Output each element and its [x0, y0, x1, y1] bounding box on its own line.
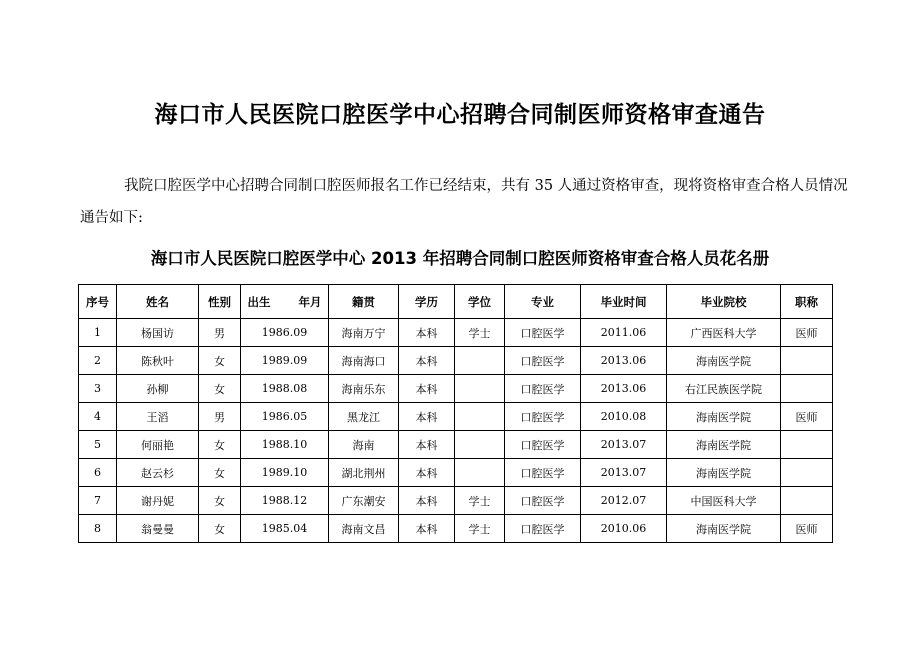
header-major: 专业 [505, 285, 581, 319]
cell-school: 中国医科大学 [667, 487, 781, 515]
cell-origin: 广东潮安 [329, 487, 399, 515]
header-degree: 学位 [455, 285, 505, 319]
cell-major: 口腔医学 [505, 375, 581, 403]
cell-title [781, 431, 833, 459]
cell-major: 口腔医学 [505, 319, 581, 347]
cell-education: 本科 [399, 319, 455, 347]
table-row [79, 319, 833, 347]
cell-name: 杨国访 [117, 319, 199, 347]
cell-degree: 学士 [455, 319, 505, 347]
header-title: 职称 [781, 285, 833, 319]
cell-no: 7 [79, 487, 117, 515]
cell-degree: 学士 [455, 515, 505, 543]
cell-major: 口腔医学 [505, 431, 581, 459]
cell-title: 医师 [781, 319, 833, 347]
cell-gender: 女 [199, 431, 241, 459]
header-education: 学历 [399, 285, 455, 319]
header-gender: 性别 [199, 285, 241, 319]
cell-birth: 1986.05 [241, 403, 329, 431]
intro-text: 我院口腔医学中心招聘合同制口腔医师报名工作已经结束，共有 35 人通过资格审查，现将资格审查合格人员情况通告如下: [80, 178, 848, 226]
cell-origin: 海南文昌 [329, 515, 399, 543]
header-grad-time: 毕业时间 [581, 285, 667, 319]
cell-degree: 学士 [455, 487, 505, 515]
cell-school: 海南医学院 [667, 515, 781, 543]
cell-birth: 1989.10 [241, 459, 329, 487]
cell-name: 谢丹妮 [117, 487, 199, 515]
cell-birth: 1986.09 [241, 319, 329, 347]
cell-name: 何丽艳 [117, 431, 199, 459]
cell-origin: 海南乐东 [329, 375, 399, 403]
header-school: 毕业院校 [667, 285, 781, 319]
cell-no: 1 [79, 319, 117, 347]
cell-school: 广西医科大学 [667, 319, 781, 347]
table-row [79, 487, 833, 515]
table-header-row [79, 285, 833, 319]
document-title: 海口市人民医院口腔医学中心招聘合同制医师资格审查通告 [154, 102, 766, 128]
cell-education: 本科 [399, 431, 455, 459]
cell-no: 5 [79, 431, 117, 459]
cell-major: 口腔医学 [505, 487, 581, 515]
cell-gender: 女 [199, 375, 241, 403]
cell-grad-time: 2010.06 [581, 515, 667, 543]
header-birth-a: 出生 [247, 294, 271, 309]
cell-school: 右江民族医学院 [667, 375, 781, 403]
cell-title: 医师 [781, 403, 833, 431]
cell-major: 口腔医学 [505, 459, 581, 487]
cell-title [781, 487, 833, 515]
cell-major: 口腔医学 [505, 403, 581, 431]
header-name: 姓名 [117, 285, 199, 319]
cell-degree [455, 403, 505, 431]
cell-name: 陈秋叶 [117, 347, 199, 375]
cell-grad-time: 2013.07 [581, 459, 667, 487]
cell-education: 本科 [399, 515, 455, 543]
table-row [79, 515, 833, 543]
header-birth-b: 年月 [298, 294, 322, 309]
cell-birth: 1985.04 [241, 515, 329, 543]
cell-no: 6 [79, 459, 117, 487]
table-row [79, 403, 833, 431]
cell-education: 本科 [399, 487, 455, 515]
header-birth [241, 285, 329, 319]
cell-grad-time: 2011.06 [581, 319, 667, 347]
cell-grad-time: 2013.07 [581, 431, 667, 459]
cell-school: 海南医学院 [667, 431, 781, 459]
cell-major: 口腔医学 [505, 515, 581, 543]
cell-gender: 男 [199, 319, 241, 347]
cell-gender: 女 [199, 347, 241, 375]
roster-title: 海口市人民医院口腔医学中心 2013 年招聘合同制口腔医师资格审查合格人员花名册 [150, 249, 770, 268]
cell-origin: 黑龙江 [329, 403, 399, 431]
table-row [79, 459, 833, 487]
cell-gender: 女 [199, 487, 241, 515]
cell-school: 海南医学院 [667, 347, 781, 375]
header-no: 序号 [79, 285, 117, 319]
cell-origin: 海南万宁 [329, 319, 399, 347]
cell-no: 4 [79, 403, 117, 431]
cell-title [781, 459, 833, 487]
cell-grad-time: 2013.06 [581, 375, 667, 403]
cell-gender: 女 [199, 459, 241, 487]
cell-gender: 男 [199, 403, 241, 431]
cell-major: 口腔医学 [505, 347, 581, 375]
roster-table [78, 284, 833, 543]
cell-degree [455, 347, 505, 375]
cell-name: 孙柳 [117, 375, 199, 403]
cell-title [781, 347, 833, 375]
intro-paragraph [80, 170, 850, 234]
cell-degree [455, 431, 505, 459]
cell-name: 赵云杉 [117, 459, 199, 487]
cell-degree [455, 459, 505, 487]
cell-birth: 1988.10 [241, 431, 329, 459]
cell-title: 医师 [781, 515, 833, 543]
cell-school: 海南医学院 [667, 459, 781, 487]
cell-birth: 1988.08 [241, 375, 329, 403]
cell-name: 王滔 [117, 403, 199, 431]
cell-school: 海南医学院 [667, 403, 781, 431]
cell-origin: 海南海口 [329, 347, 399, 375]
cell-degree [455, 375, 505, 403]
table-row [79, 347, 833, 375]
cell-birth: 1989.09 [241, 347, 329, 375]
cell-no: 8 [79, 515, 117, 543]
cell-name: 翁曼曼 [117, 515, 199, 543]
cell-grad-time: 2010.08 [581, 403, 667, 431]
cell-education: 本科 [399, 347, 455, 375]
table-row [79, 375, 833, 403]
cell-no: 3 [79, 375, 117, 403]
cell-grad-time: 2012.07 [581, 487, 667, 515]
cell-origin: 海南 [329, 431, 399, 459]
table-row [79, 431, 833, 459]
header-origin: 籍贯 [329, 285, 399, 319]
cell-education: 本科 [399, 459, 455, 487]
cell-origin: 湖北荆州 [329, 459, 399, 487]
cell-education: 本科 [399, 375, 455, 403]
cell-grad-time: 2013.06 [581, 347, 667, 375]
cell-gender: 女 [199, 515, 241, 543]
cell-education: 本科 [399, 403, 455, 431]
cell-title [781, 375, 833, 403]
cell-birth: 1988.12 [241, 487, 329, 515]
cell-no: 2 [79, 347, 117, 375]
